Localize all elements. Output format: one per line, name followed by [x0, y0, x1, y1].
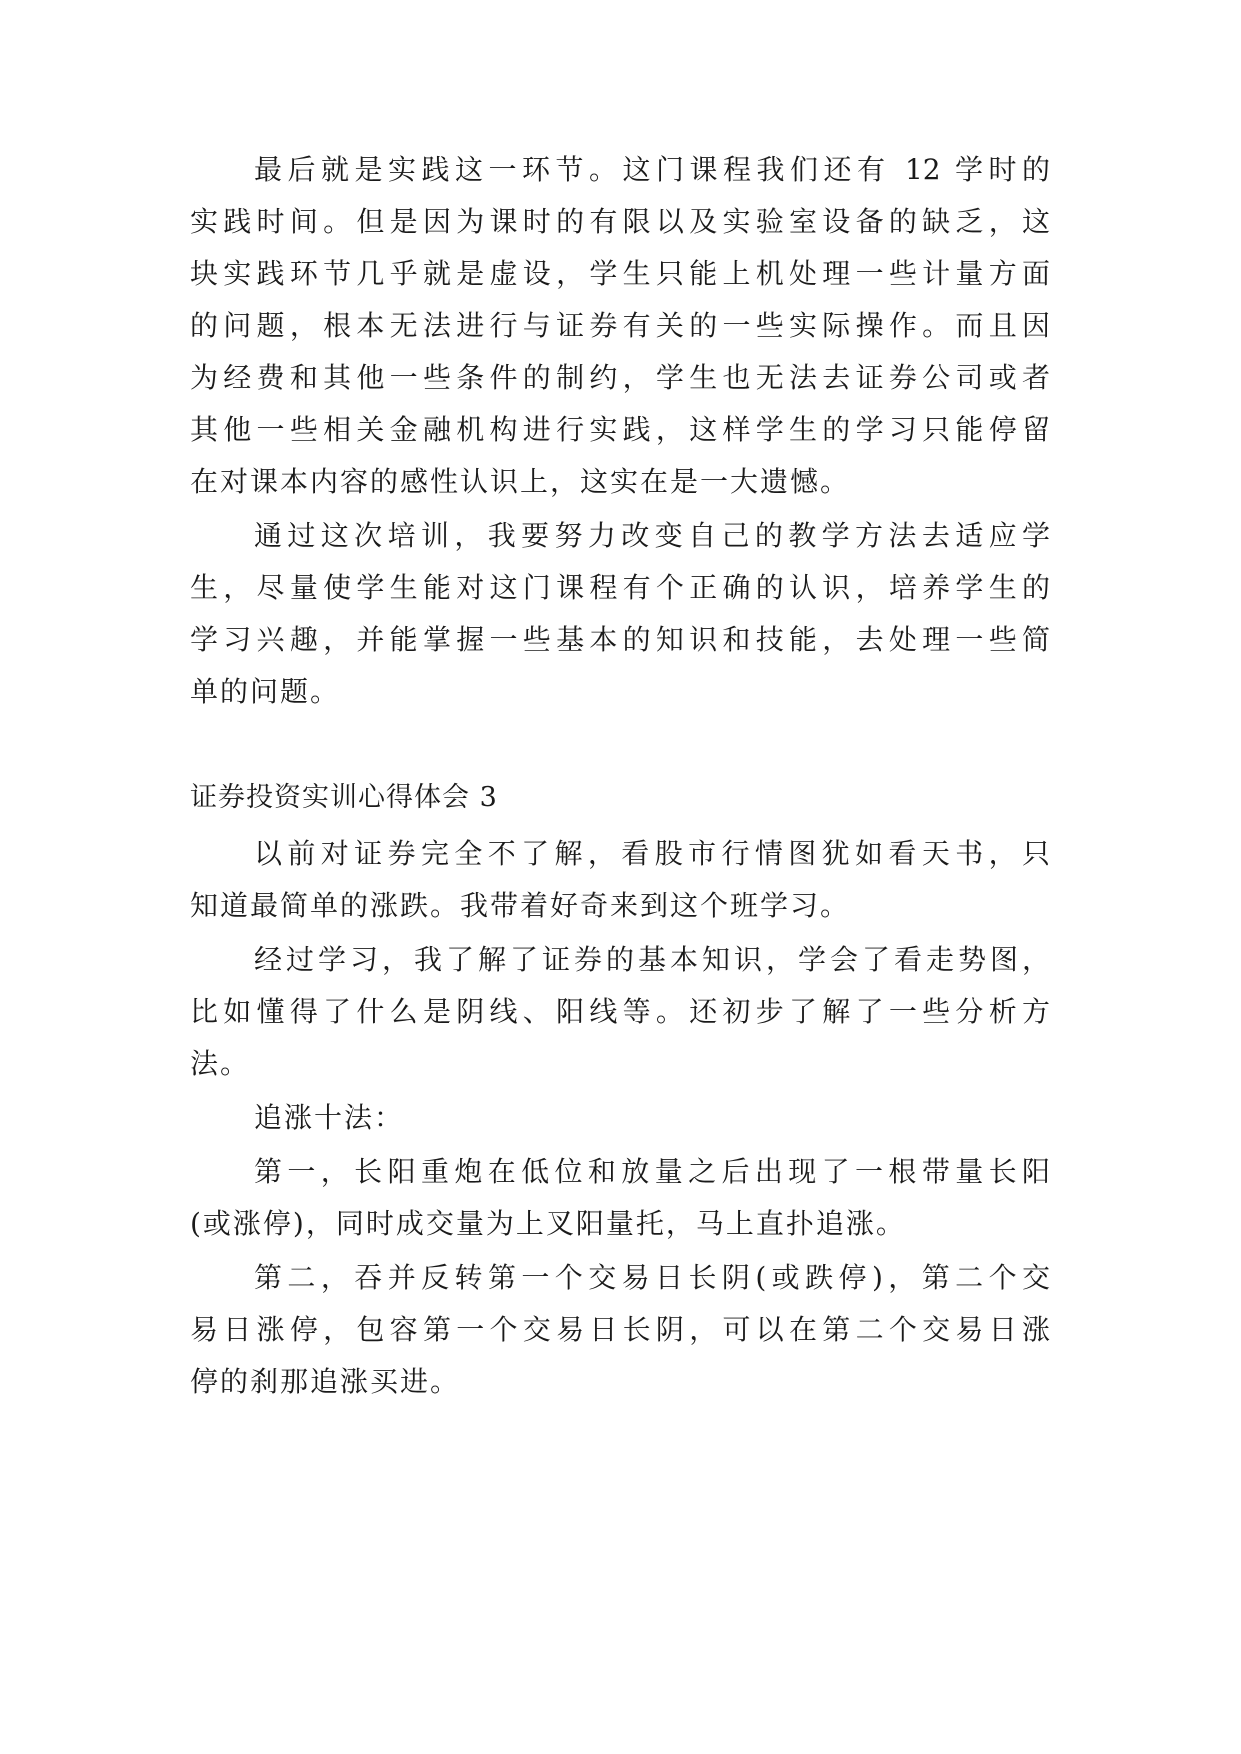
paragraph-line: 法。 — [190, 1047, 251, 1080]
paragraph-line: 学习兴趣，并能掌握一些基本的知识和技能，去处理一些简 — [190, 623, 1050, 656]
paragraph-line: 生，尽量使学生能对这门课程有个正确的认识，培养学生的 — [190, 571, 1050, 604]
paragraph-line: 停的刹那追涨买进。 — [190, 1365, 461, 1398]
paragraph-line: 块实践环节几乎就是虚设，学生只能上机处理一些计量方面 — [190, 257, 1050, 290]
paragraph-line: 其他一些相关金融机构进行实践，这样学生的学习只能停留 — [190, 413, 1050, 446]
paragraph-line: 通过这次培训，我要努力改变自己的教学方法去适应学 — [254, 519, 1050, 552]
paragraph-line: 实践时间。但是因为课时的有限以及实验室设备的缺乏，这 — [190, 205, 1050, 238]
paragraph-line: 第一，长阳重炮在低位和放量之后出现了一根带量长阳 — [254, 1155, 1050, 1188]
paragraph-line: 以前对证券完全不了解，看股市行情图犹如看天书，只 — [254, 837, 1050, 870]
paragraph-line: 为经费和其他一些条件的制约，学生也无法去证券公司或者 — [190, 361, 1050, 394]
section-title: 证券投资实训心得体会 3 — [190, 782, 498, 813]
paragraph-line: 知道最简单的涨跌。我带着好奇来到这个班学习。 — [190, 889, 851, 922]
paragraph-line: 第二，吞并反转第一个交易日长阴(或跌停)，第二个交 — [254, 1261, 1050, 1294]
paragraph-line: 最后就是实践这一环节。这门课程我们还有 12 学时的 — [254, 153, 1050, 186]
paragraph-line: 单的问题。 — [190, 675, 341, 708]
paragraph-line: 易日涨停，包容第一个交易日长阴，可以在第二个交易日涨 — [190, 1313, 1050, 1346]
paragraph-line: 比如懂得了什么是阴线、阳线等。还初步了解了一些分析方 — [190, 995, 1050, 1028]
paragraph-line: (或涨停)，同时成交量为上叉阳量托，马上直扑追涨。 — [190, 1207, 906, 1240]
paragraph-line: 追涨十法： — [254, 1101, 405, 1134]
paragraph-line: 的问题，根本无法进行与证券有关的一些实际操作。而且因 — [190, 309, 1050, 342]
paragraph-line: 在对课本内容的感性认识上，这实在是一大遗憾。 — [190, 465, 851, 498]
paragraph-line: 经过学习，我了解了证券的基本知识，学会了看走势图， — [254, 943, 1050, 976]
